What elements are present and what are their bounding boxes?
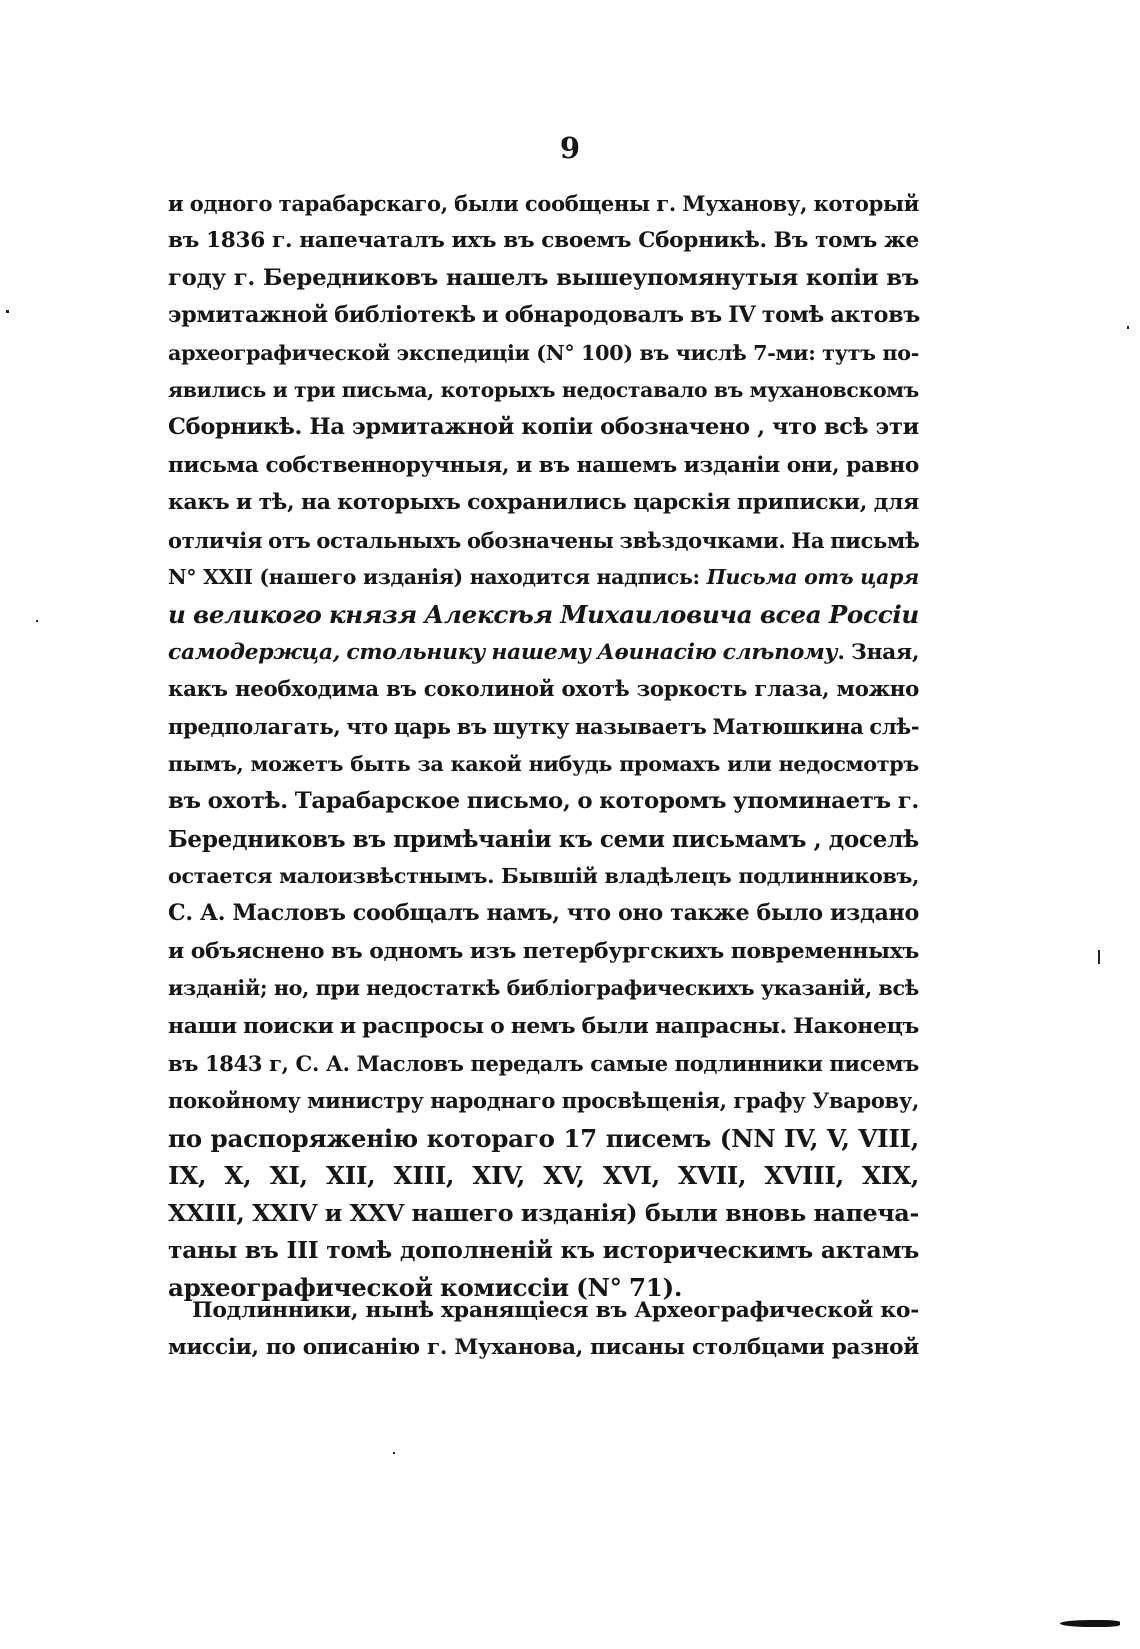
scan-speck xyxy=(1127,326,1129,329)
scan-edge-mark xyxy=(1060,1620,1120,1627)
italic-quotation: и великого князя Алексѣя Михаиловича всеа Россіи xyxy=(168,600,919,630)
text-line: въ 1843 г, С. А. Масловъ передалъ самые подлинники писемъ xyxy=(168,1050,919,1076)
text-line xyxy=(168,596,919,633)
text-line: миссіи, по описанію г. Муханова, писаны столбцами разной xyxy=(168,1335,919,1361)
scan-speck xyxy=(393,1452,395,1454)
text-line: и объяснено въ одномъ изъ петербургскихъ повременныхъ xyxy=(168,937,919,964)
text-line: остается малоизвѣстнымъ. Бывшій владѣлецъ подлинниковъ, xyxy=(168,864,919,889)
text-line: С. А. Масловъ сообщалъ намъ, что оно также было издано xyxy=(168,900,919,927)
text-line: явились и три письма, которыхъ недоставало въ мухановскомъ xyxy=(168,377,919,402)
text-line: покойному министру народнаго просвѣщенія, графу Уварову, xyxy=(168,1088,919,1114)
scan-speck xyxy=(36,620,38,622)
text-line: Подлинники, нынѣ хранящіеся въ Археографической ко- xyxy=(192,1297,919,1323)
text-line: отличія отъ остальныхъ обозначены звѣздочками. На письмѣ xyxy=(168,527,920,553)
text-line: самодержца, стольнику нашему Аѳинасію слѣпому. Зная, xyxy=(168,638,920,665)
page-number: 9 xyxy=(559,131,581,165)
text-line: Сборникѣ. На эрмитажной копіи обозначено , что всѣ эти xyxy=(168,414,919,441)
text-line: археографической экспедиціи (N° 100) въ числѣ 7-ми: тутъ по- xyxy=(168,340,919,365)
text-line: письма собственноручныя, и въ нашемъ изданіи они, равно xyxy=(168,452,919,478)
scan-speck xyxy=(1098,950,1100,964)
text-line: таны въ III томѣ дополненій къ историческимъ актамъ xyxy=(168,1235,919,1264)
text-line: наши поиски и распросы о немъ были напрасны. Наконецъ xyxy=(168,1012,919,1039)
text-line: какъ необходима въ соколиной охотѣ зоркость глаза, можно xyxy=(168,677,919,703)
italic-quotation: самодержца, стольнику нашему Аѳинасію слѣпому xyxy=(168,638,838,665)
body-paragraph-2 xyxy=(168,1292,919,1367)
italic-quotation: Письма отъ царя xyxy=(706,564,919,589)
text-line: IX, X, XI, XII, XIII, XIV, XV, XVI, XVII, XVIII, XIX, xyxy=(168,1161,919,1191)
text-line: пымъ, можетъ быть за какой нибудь промахъ или недосмотръ xyxy=(168,751,919,776)
text-line: по распоряженію котораго 17 писемъ (NN IV, V, VIII, xyxy=(168,1123,919,1153)
text-line: Бередниковъ въ примѣчаніи къ семи письмамъ , доселѣ xyxy=(168,825,919,853)
text-line: N° XXII (нашего изданія) находится надпись: Письма отъ царя xyxy=(168,564,919,589)
text-line: XXIII, XXIV и XXV нашего изданія) были вновь напеча- xyxy=(168,1198,919,1227)
text-line: въ 1836 г. напечаталъ ихъ въ своемъ Сборникѣ. Въ томъ же xyxy=(168,228,919,254)
scan-speck xyxy=(6,310,9,313)
text-line: и одного тарабарскаго, были сообщены г. Муханову, который xyxy=(168,191,919,216)
text-line: въ охотѣ. Тарабарское письмо, о которомъ упоминаетъ г. xyxy=(168,788,919,815)
body-paragraph-1 xyxy=(168,185,919,1307)
text-line: какъ и тѣ, на которыхъ сохранились царскія приписки, для xyxy=(168,489,919,516)
text-line: году г. Бередниковъ нашелъ вышеупомянутыя копіи въ xyxy=(168,264,919,291)
text-line: изданій; но, при недостаткѣ библіографическихъ указаній, всѣ xyxy=(168,976,919,1001)
text-line: эрмитажной библіотекѣ и обнародовалъ въ IV томѣ актовъ xyxy=(168,302,920,329)
text-line: предполагать, что царь въ шутку называетъ Матюшкина слѣ- xyxy=(168,714,920,740)
text-line: археографической комиссіи (N° 71). xyxy=(168,1273,683,1303)
